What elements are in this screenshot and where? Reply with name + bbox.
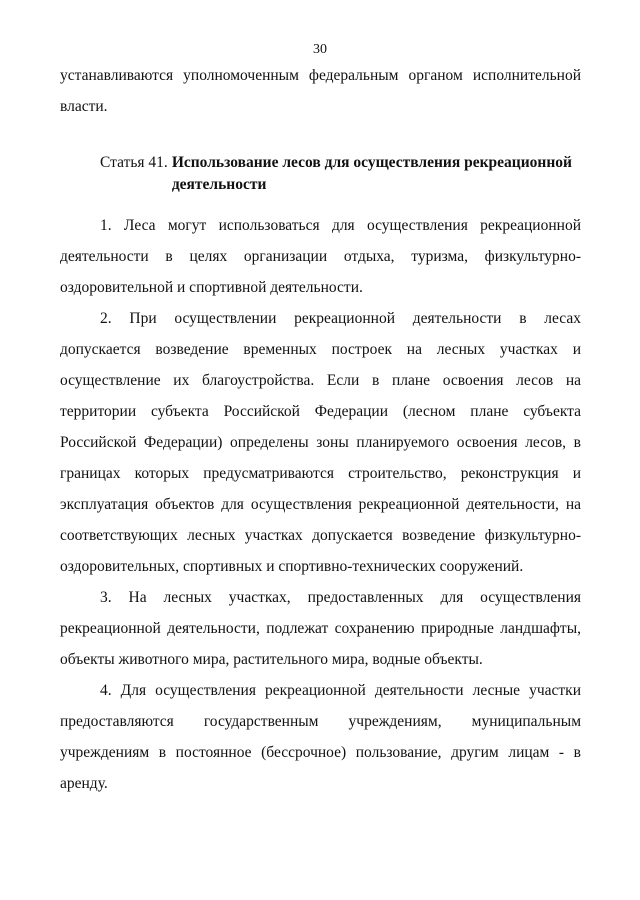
paragraph-2: 2. При осуществлении рекреационной деятельности в лесах допускается возведение временных построек на лесных участках и осуществление их благоустройства. Если в плане освоения лесов на территории субъекта Российской Федерации (лесном плане субъекта Российской Федерации) определены зоны планируемого освоения лесов, в границах которых предусматриваются строительство, реконструкция и эксплуатация объектов для осуществления рекреационной деятельности, на соответствующих лесных участках допускается возведение физкультурно-оздоровительных, спортивных и спортивно-технических сооружений.: [60, 310, 581, 575]
article-heading: [60, 152, 581, 196]
paragraph-1: 1. Леса могут использоваться для осуществления рекреационной деятельности в целях организации отдыха, туризма, физкультурно-оздоровительной и спортивной деятельности.: [60, 217, 581, 296]
page-content: [60, 60, 581, 799]
page-number: 30: [313, 42, 327, 57]
continuation-paragraph: устанавливаются уполномоченным федеральным органом исполнительной власти.: [60, 67, 581, 115]
paragraph-3: 3. На лесных участках, предоставленных для осуществления рекреационной деятельности, подлежат сохранению природные ландшафты, объекты животного мира, растительного мира, водные объекты.: [60, 589, 581, 668]
article-title: Использование лесов для осуществления рекреационной деятельности: [171, 154, 572, 193]
article-number: Статья 41.: [100, 154, 168, 171]
paragraph-4: 4. Для осуществления рекреационной деятельности лесные участки предоставляются государственным учреждениям, муниципальным учреждениям в постоянное (бессрочное) пользование, другим лицам - в аренду.: [60, 682, 581, 792]
